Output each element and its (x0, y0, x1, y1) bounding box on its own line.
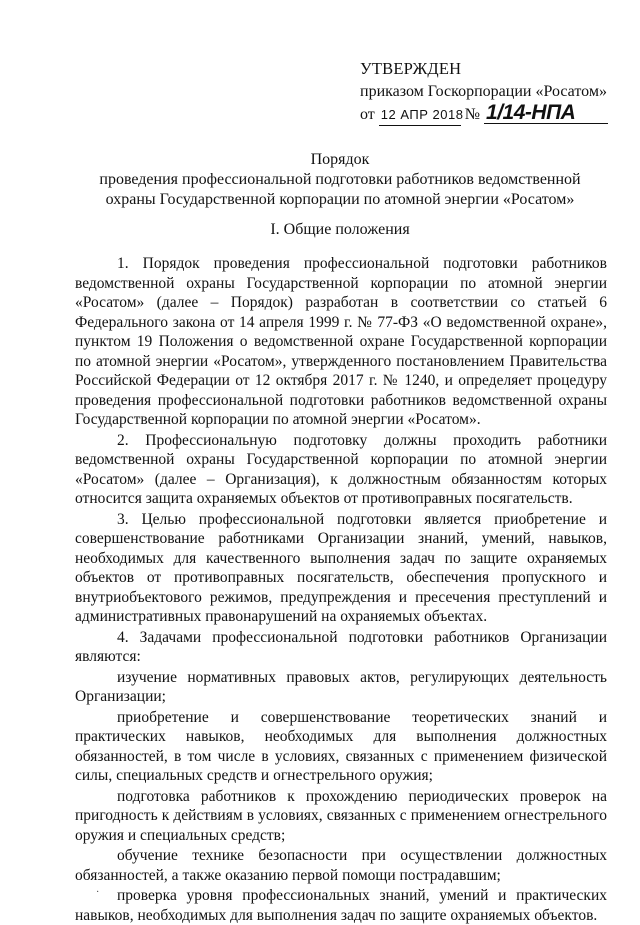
paragraph-3: 3. Целью профессиональной подготовки является приобретение и совершенствование работниками Организации знаний, умений, навыков, необходимых для качественного выполнения задач по защите охраняемых объектов от противоправных посягательств, обеспечения пропускного и внутриобъектового режимов, предупреждения и пресечения преступлений и административных правонарушений на охраняемых объектах. (75, 510, 607, 625)
task-item-3: подготовка работников к прохождению периодических проверок на пригодность к действиям в условиях, связанных с применением огнестрельного оружия и специальных средств; (75, 787, 607, 844)
approval-date: 12 АПР 2018 (379, 104, 461, 126)
paragraph-1: 1. Порядок проведения профессиональной подготовки работников ведомственной охраны Государственной корпорации по атомной энергии «Росатом» (далее – Порядок) разработан в соответствии со статьей 6 Федерального закона от 14 апреля 1999 г. № 77-ФЗ «О ведомственной охране», пунктом 19 Положения о ведомственной охране Государственной корпорации по атомной энергии «Росатом», утвержденного постановлением Правительства Российской Федерации от 12 октября 2017 г. № 1240, и определяет процедуру проведения профессиональной подготовки работников ведомственной охраны Государственной корпорации по атомной энергии «Росатом». (75, 255, 607, 428)
approval-from-label: от (360, 106, 375, 123)
approval-order-line: приказом Госкорпорации «Росатом» (360, 83, 607, 100)
approval-date-number-line (360, 102, 608, 126)
paragraph-4: 4. Задачами профессиональной подготовки работников Организации являются: (75, 628, 607, 665)
document-body (75, 254, 607, 925)
document-title-line-1: Порядок (310, 151, 370, 168)
task-item-1: изучение нормативных правовых актов, регулирующих деятельность Организации; (75, 668, 607, 705)
approval-number: 1/14-НПА (484, 102, 608, 124)
document-title (60, 150, 620, 210)
task-item-2: приобретение и совершенствование теоретических знаний и практических навыков, необходимых для выполнения должностных обязанностей, в том числе в условиях, связанных с применением физической силы, специальных средств и огнестрельного оружия; (75, 708, 607, 784)
paragraph-2: 2. Профессиональную подготовку должны проходить работники ведомственной охраны Государственной корпорации по атомной энергии «Росатом» (далее – Организация), к должностным обязанностям которых относится защита охраняемых объектов от противоправных посягательств. (75, 431, 607, 507)
scan-speck: · (96, 887, 100, 898)
document-title-line-3: охраны Государственной корпорации по атомной энергии «Росатом» (105, 191, 575, 208)
section-heading: I. Общие положения (270, 221, 410, 238)
approval-number-label: № (464, 106, 481, 123)
document-title-line-2: проведения профессиональной подготовки работников ведомственной (99, 171, 581, 188)
task-item-5: проверка уровня профессиональных знаний, умений и практических навыков, необходимых для выполнения задач по защите охраняемых объектов. (75, 887, 607, 924)
task-item-4: обучение технике безопасности при осуществлении должностных обязанностей, а также оказанию первой помощи пострадавшим; (75, 847, 607, 884)
approval-title: УТВЕРЖДЕН (360, 59, 462, 78)
approval-stamp (360, 58, 608, 126)
